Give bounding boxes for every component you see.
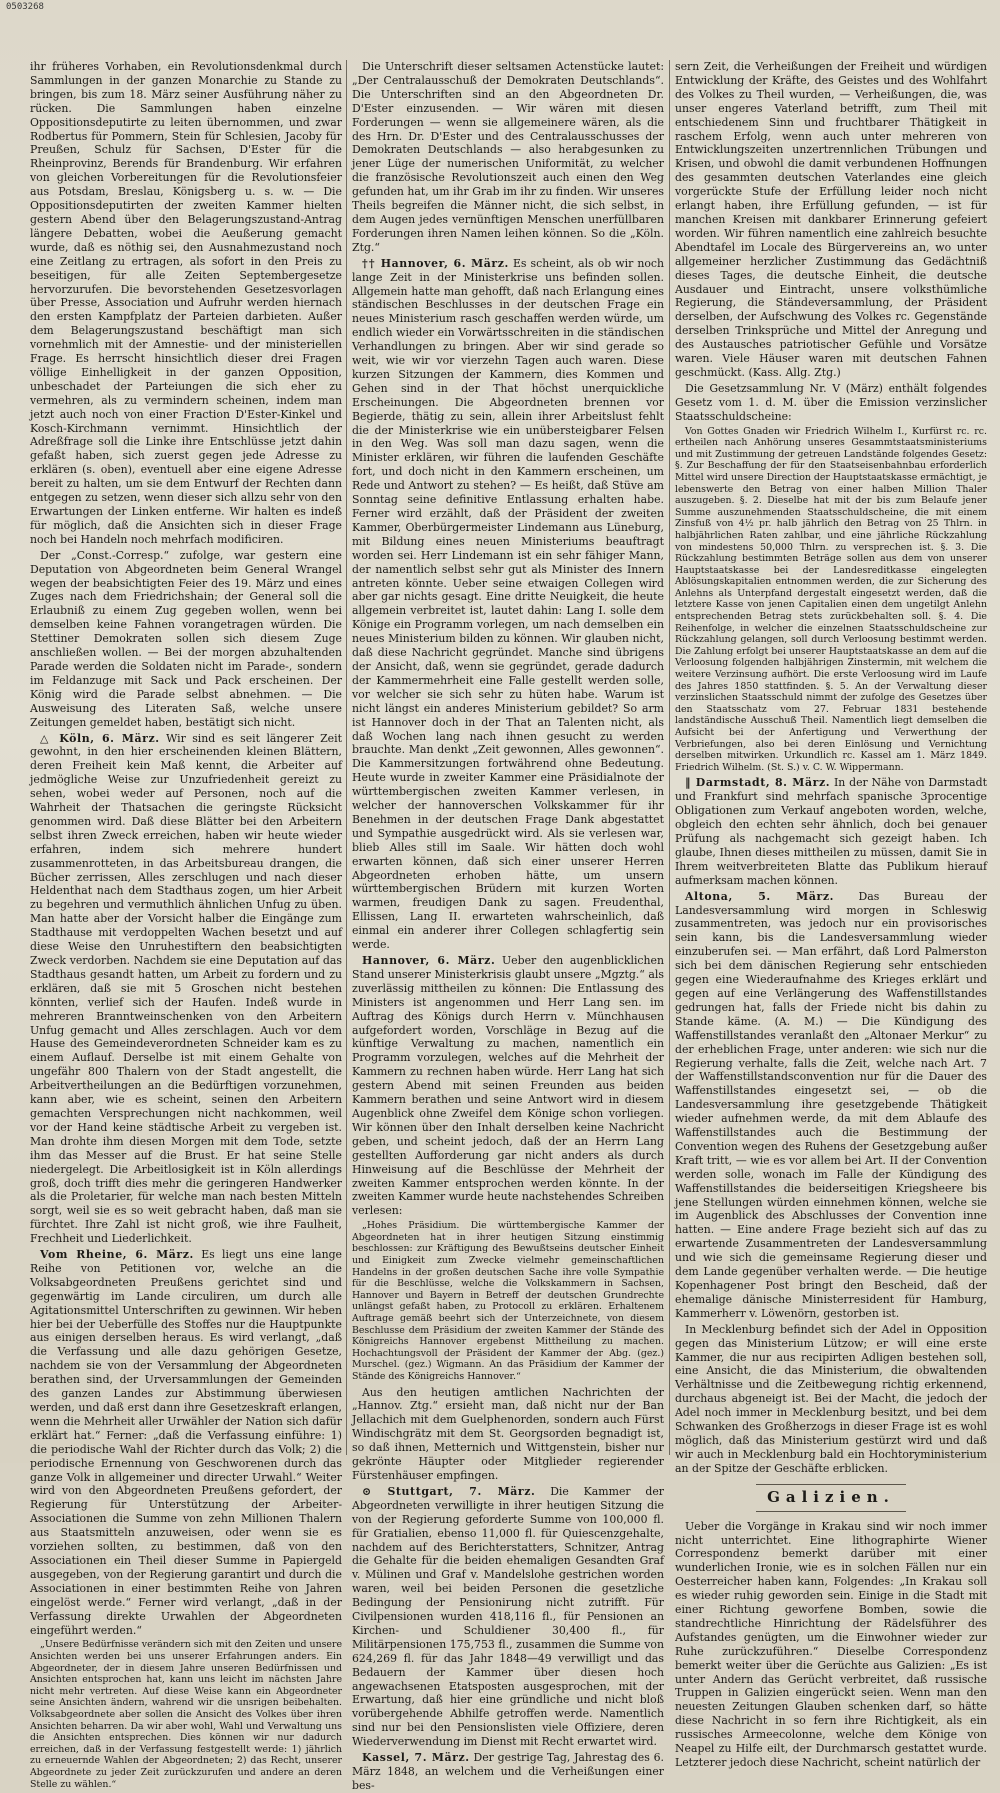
- paragraph-text: „Unsere Bedürfnisse verändern sich mit den Zeiten und unsere Ansichten werden bei uns unserer Erfahrungen anders. Ein Abgeordneter, der in diesem Jahre unseren Bedürfnissen und Ansichten entsprochen hat, kann uns leicht im nächsten Jahre nicht mehr vertreten. Auf diese Weise kann ein Abgeordneter seine Ansichten ändern, wahrend wir die unsrigen beibehalten. Volksabgeordnete aber sollen die Ansicht des Volkes über ihren Ansichten beharren. Da wir aber wohl, Wahl und Verwaltung uns die Ansichten entsprechen. Dies können wir nur dadurch erreichen, daß in der Verfassung festgestellt werde: 1) jährlich zu erneuernde Wahlen der Abgeordneten; 2) das Recht, unserer Abgeordnete zu jeder Zeit zurückzurufen und andere an deren Stelle zu wählen.“: [30, 1639, 342, 1790]
- dateline: ‖ Darmstadt, 8. März.: [685, 776, 831, 790]
- paragraph-text: Ueber die Vorgänge in Krakau sind wir noch immer nicht unterrichtet. Eine lithographirte Wiener Correspondenz bemerkt darüber mit einer wunderlichen Ironie, wie es in solchen Fällen nur ein Oesterreicher haben kann, Folgendes: „In Krakau soll es wieder ruhig geworden sein. Einige in die Stadt mit einer Richtung geworfene Bomben, sowie die standrechtliche Hinrichtung der Rädelsführer des Aufstandes genügten, um die Einwohner wieder zur Ruhe zurückzuführen.“ Dieselbe Correspondenz bemerkt weiter über die Gerüchte aus Galizien: „Es ist unter Andern das Gerücht verbreitet, daß russische Truppen in Galizien eingerückt seien. Wenn man den neuesten Zeitungen Glauben schenken darf, so hätte diese Nachricht in so fern ihre Richtigkeit, als ein russisches Armeecolonne, welche dem Könige von Neapel zu Hilfe eilt, der Durchmarsch gestattet wurde. Letzterer jedoch diese Nachricht, scheint natürlich der: [675, 1519, 987, 1769]
- dateline: Vom Rheine, 6. März.: [40, 1248, 194, 1262]
- column-3: [675, 60, 987, 1769]
- paragraph-text: Wir sind es seit längerer Zeit gewohnt, in den hier erscheinenden kleinen Blättern, deren Freiheit kein Maß kennt, die Arbeiter auf jedmögliche Weise zur Unzufriedenheit gereizt zu sehen, wobei weder auf Personen, noch auf die Wahrheit der Thatsachen die geringste Rücksicht genommen wird. Daß diese Blätter bei den Arbeitern selbst ihren Zweck erreichen, haben wir heute wieder erfahren, indem sich mehrere hundert zusammenrotteten, in das Arbeitsbureau drangen, die Bücher zerrissen, Alles zerschlugen und nach dieser Heldenthat nach dem Stadthaus zogen, um hier Arbeit zu begehren und vermuthlich ähnlichen Unfug zu üben. Man hatte aber der Vorsicht halber die Eingänge zum Stadthause mit verdoppelten Wachen besetzt und auf diese Weise den Unruhestiftern den beabsichtigten Zweck verdorben. Nachdem sie eine Deputation auf das Stadthaus gesandt hatten, um Arbeit zu fordern und zu erklären, daß sie mit 5 Groschen nicht bestehen könnten, verlief sich der Haufen. Indeß wurde in mehreren Branntweinschenken von den Arbeitern Unfug gemacht und Alles zerschlagen. Auch vor dem Hause des Gemeindeverordneten Schneider kam es zu einem Auflauf. Derselbe ist mit einem Gehalte von ungefähr 800 Thalern von der Stadt angestellt, die Arbeitvertheilungen an die Bedürftigen vorzunehmen, kann aber, wie es scheint, seinen den Arbeitern gemachten Versprechungen nicht nachkommen, weil vor der Hand keine städtische Arbeit zu vergeben ist. Man drohte ihm diesen Morgen mit dem Tode, setzte ihm das Messer auf die Brust. Er hat seine Stelle niedergelegt. Die Arbeitlosigkeit ist in Köln allerdings groß, doch trifft dies mehr die geringeren Handwerker als die Proletarier, für welche man nach besten Mitteln sorgt, weil sie es so weit gebracht haben, daß man sie fürchtet. Ihre Zahl ist nicht groß, wie ihre Faulheit, Frechheit und Liederlichkeit.: [30, 731, 342, 1246]
- paragraph-text: Der gestrige Tag, Jahrestag des 6. März 1848, an welchem und die Verheißungen einer bes-: [352, 1751, 664, 1792]
- paragraph-text: Das Bureau der Landesversammlung wird morgen in Schleswig zusammentreten, was jedoch nur ein provisorisches sein kann, bis die Landesversammlung wieder einzuberufen sei. — Man erfährt, daß Lord Palmerston sich bei dem dänischen Regierung sehr entschieden gegen eine Wiederaufnahme des Krieges erklärt und gegen auf eine Verlängerung des Waffenstillstandes gedrungen hat, falls der Friede nicht bis dahin zu Stande käme. (A. M.) — Die Kündigung des Waffenstillstandes veranlaßt den „Altonaer Merkur“ zu der erheblichen Frage, unter anderen: wie sich nur die Regierung verhalte, falls die Zeit, welche nach Art. 7 der Waffenstillstandsconvention nur für die Dauer des Waffenstillstandes eingesetzt sei, — ob die Landesversammlung ihre gesetzgebende Thätigkeit wieder aufnehmen werde, da mit dem Ablaufe des Waffenstillstandes auch die Bestimmung der Convention wegen des Ruhens der Gesetzgebung außer Kraft tritt, — wie es vor allem bei Art. II der Convention werden solle, wonach im Falle der Kündigung des Waffenstillstandes die beiderseitigen Kriegsheere bis jene Stellungen würden einnehmen können, welche sie im Augenblick des Abschlusses der Convention inne hatten. — Eine andere Frage bezieht sich auf das zu erwartende Zusammentreten der Landesversammlung und wie sich die gemeinsame Regierung dieser und dem Lande gegenüber verhalten werde. — Die heutige Kopenhagener Post bringt den Bescheid, daß der ehemalige dänische Ministerresident für Hamburg, Kammerherr v. Löwenörn, gestorben ist.: [675, 889, 987, 1320]
- section-rule: [756, 1484, 906, 1485]
- paragraph-text: Es scheint, als ob wir noch lange Zeit in der Ministerkrise uns befinden sollen. Allgemein hatte man gehofft, daß nach Erlangung eines ständischen Beschlusses in der deutschen Frage ein neues Ministerium rasch geschaffen werden würde, um endlich wieder ein Vorwärtsschreiten in die ständischen Verhandlungen zu bringen. Aber wir sind gerade so weit, wie wir vor vierzehn Tagen auch waren. Diese kurzen Sitzungen der Kammern, dies Kommen und Gehen sind in der That höchst unerquickliche Erscheinungen. Die Abgeordneten brennen vor Begierde, thätig zu sein, allein ihrer Arbeitslust fehlt die der Ministerkrise wie ein unübersteigbarer Felsen in den Weg. Was soll man dazu sagen, wenn die Minister erklären, wir führen die laufenden Geschäfte fort, und doch nicht in den Kammern erscheinen, um Rede und Antwort zu stehen? — Es heißt, daß Stüve am Sonntag seine definitive Entlassung erhalten habe. Ferner wird erzählt, daß der Präsident der zweiten Kammer, Oberbürgermeister Lindemann aus Lüneburg, mit Bildung eines neuen Ministeriums beauftragt worden sei. Herr Lindemann ist ein sehr fähiger Mann, der namentlich selbst sehr gut als Minister des Innern antreten könnte. Ueber seine etwaigen Collegen wird aber gar nichts gesagt. Eine dritte Neuigkeit, die heute allgemein verbreitet ist, lautet dahin: Lang I. solle dem Könige ein Programm vorlegen, um nach demselben ein neues Ministerium bilden zu können. Wir glauben nicht, daß diese Nachricht gegründet. Manche sind übrigens der Ansicht, daß, wenn sie gegründet, gerade dadurch der Kammermehrheit eine Falle gestellt werden solle, vor welcher sie sich sehr zu hüten habe. Warum ist nicht längst ein anderes Ministerium gebildet? So arm ist Hannover doch in der That an Talenten nicht, als daß Wochen lang nach ihnen gesucht zu werden brauchte. Man denkt „Zeit gewonnen, Alles gewonnen“. Die Kammersitzungen fortwährend ohne Bedeutung. Heute wurde in zweiter Kammer eine Präsidialnote der württembergischen zweiten Kammer verlesen, in welcher der hannoverschen Volkskammer für ihr Benehmen in der deutschen Frage Dank abgestattet und Sympathie ausgedrückt wird. Als sie verlesen war, blieb Alles still im Saale. Wir hätten doch wohl erwarten können, daß sich einer unserer Herren Abgeordneten erhoben hätte, um unsern württembergischen Brüdern mit kurzen Worten warmen, freudigen Dank zu sagen. Freudenthal, Ellissen, Lang II. erwarteten wahrscheinlich, daß einmal ein anderer ihrer Collegen schlagfertig sein werde.: [352, 256, 664, 952]
- column-rule: [346, 60, 347, 1455]
- paragraph-text: Aus den heutigen amtlichen Nachrichten der „Hannov. Ztg.“ ersieht man, daß nicht nur der Ban Jellachich mit dem Guelphenorden, sondern auch Fürst Windischgrätz mit dem St. Georgsorden begnadigt ist, so daß ihnen, Metternich und Wittgenstein, bisher nur gekrönte Häupter oder Mitglieder regierender Fürstenhäuser empfingen.: [352, 1385, 664, 1482]
- column-1: [30, 60, 343, 1790]
- paragraph-text: In der Nähe von Darmstadt und Frankfurt sind mehrfach spanische 3procentige Obligationen zum Verkauf angeboten worden, welche, obgleich den echten sehr ähnlich, doch bei genauer Prüfung als nachgemacht sich gezeigt haben. Ich glaube, Ihnen dieses mittheilen zu müssen, damit Sie in Ihrem weitverbreiteten Blatte das Publikum hierauf aufmerksam machen können.: [675, 776, 987, 887]
- paragraph-text: Ueber den augenblicklichen Stand unserer Ministerkrisis glaubt unsere „Mgztg.“ als zuverlässig mittheilen zu können: Die Entlassung des Ministers ist angenommen und Herr Lang sen. im Auftrag des Königs durch Herrn v. Münchhausen aufgefordert worden, Vorschläge in Bezug auf die künftige Verwaltung zu machen, namentlich ein Programm vorzulegen, welches auf die Mehrheit der Kammern zu rechnen haben würde. Herr Lang hat sich gestern Abend mit seinen Freunden aus beiden Kammern berathen und seine Antwort wird in diesem Augenblick ohne Zweifel dem Könige schon vorliegen. Wir können über den Inhalt derselben keine Nachricht geben, und scheint jedoch, daß der an Herrn Lang gestellten Aufforderung gar nicht anders als durch Hinweisung auf die Beschlüsse der Mehrheit der zweiten Kammer entsprochen werden könnte. In der zweiten Kammer wurde heute nachstehendes Schreiben verlesen:: [352, 954, 664, 1218]
- dateline: Altona, 5. März.: [685, 889, 835, 903]
- article-paragraph: [352, 1386, 664, 1483]
- paragraph-text: ihr früheres Vorhaben, ein Revolutionsdenkmal durch Sammlungen in der ganzen Monarchie zu Stande zu bringen, bis zum 18. März seiner Ausführung näher zu rücken. Die Sammlungen haben einzelne Oppositionsdeputirte zu leiten übernommen, und zwar Rodbertus für Pommern, Stein für Schlesien, Jacoby für Preußen, Schulz für Sachsen, D'Ester für die Rheinprovinz, Berends für Brandenburg. Wir erfahren von gleichen Vorbereitungen für die Revolutionsfeier aus Potsdam, Breslau, Königsberg u. s. w. — Die Oppositionsdeputirten der zweiten Kammer hielten gestern Abend über den Belagerungszustand-Antrag längere Debatten, wobei die Aeußerung gemacht wurde, daß es nöthig sei, den Ausnahmezustand noch eine Zeitlang zu ertragen, als sofort in den Preis zu beseitigen, für alle Zeiten Septembergesetze hervorzurufen. Die bevorstehenden Gesetzesvorlagen über Presse, Association und Aufruhr werden hiernach den ersten Kampfplatz der Parteien darbieten. Außer dem Belagerungszustand beschäftigt man sich vornehmlich mit der Amnestie- und der ministeriellen Frage. Es herrscht hinsichtlich dieser drei Fragen völlige Einhelligkeit in der ganzen Opposition, unbeschadet der Parteiungen die sich eher zu vermehren, als zu vermindern scheinen, indem man jetzt auch noch von einer Fraction D'Ester-Kinkel und Kosch-Kirchmann vernimmt. Hinsichtlich der Adreßfrage soll die Linke ihre Entschlüsse jetzt dahin gefaßt haben, sich zuerst gegen jede Adresse zu erklären (s. oben), eventuell aber eine eigene Adresse bereit zu halten, um sie dem Entwurf der Rechten dann entgegen zu setzen, wenn dieser sich allzu sehr von den Erwartungen der Linken entferne. Wir halten es indeß für möglich, daß die Ansichten sich in dieser Frage noch bei Handeln noch mehrfach modificiren.: [30, 60, 342, 546]
- paragraph-text: Von Gottes Gnaden wir Friedrich Wilhelm I., Kurfürst rc. rc. ertheilen nach Anhörung unseres Gesammtstaatsministeriums und mit Zustimmung der getreuen Landstände folgendes Gesetz: §. Zur Beschaffung der für den Staatseisenbahnbau erforderlich Mittel wird unsere Direction der Hauptstaatskasse ermächtigt, je lebenswerte den Betrag von einer halben Million Thaler auszugeben. §. 2. Dieselbe hat mit der bis zum Belaufe jener Summe auszunehmenden Staatsschuldscheine, die mit einem Zinsfuß von 4½ pr. halb jährlich den Betrag von 25 Thlrn. in halbjährlichen Raten zahlbar, und eine jährliche Rückzahlung von mindestens 50,000 Thlrn. zu versprechen ist. §. 3. Die Rückzahlung bestimmten Beträge sollen aus dem von unserer Hauptstaatskasse bei der Landesreditkasse eingelegten Ablösungskapitalien entnommen werden, die zur Sicherung des Anlehns als Unterpfand dergestalt eingesetzt werden, daß die letztere Kasse von jenen Capitalien einen dem ungetilgt Anlehn entsprechenden Betrag stets zurückbehalten soll. §. 4. Die Reihenfolge, in welcher die einzelnen Staatsschuldscheine zur Rückzahlung gelangen, soll durch Verloosung bestimmt werden. Die Zahlung erfolgt bei unserer Hauptstaatskasse an dem auf die Verloosung folgenden halbjährigen Zinstermin, mit welchem die weitere Verzinsung aufhört. Die erste Verloosung wird im Laufe des Jahres 1850 stattfinden. §. 5. An der Verwaltung dieser verzinslichen Staatsschuld nimmt der zufolge des Gesetzes über den Staatsschatz vom 27. Februar 1831 bestehende landständische Ausschuß Theil. Namentlich liegt demselben die Aufsicht bei der Anfertigung und Verwerthung der Verbriefungen, also bei deren Einlösung und Vernichtung derselben mitwirken. Urkundlich rc. Kassel am 1. März 1849. Friedrich Wilhelm. (St. S.) v. C. W. Wippermann.: [675, 425, 987, 773]
- paragraph-text: Die Unterschrift dieser seltsamen Actenstücke lautet: „Der Centralausschuß der Demokraten Deutschlands“. Die Unterschriften sind an den Abgeordneten Dr. D'Ester einzusenden. — Wir wären mit diesen Forderungen — wenn sie allgemeinere wären, als die des Hrn. Dr. D'Ester und des Centralausschusses der Demokraten Deutschlands — also herabgesunken zu jener Lüge der numerischen Uniformität, zu welcher die französische Revolutionszeit auch einen den Weg gefunden hat, um ihr Grab im ihr zu finden. Wir unseres Theils begreifen die Männer nicht, die sich selbst, in dem Augen jedes vernünftigen Menschen unerfüllbaren Forderungen ihren Namen leihen können. So die „Köln. Ztg.“: [352, 60, 664, 254]
- paragraph-text: sern Zeit, die Verheißungen der Freiheit und würdigen Entwicklung der Kräfte, des Geistes und des Wohlfahrt des Volkes zu Theil wurden, — Verheißungen, die, was unser engeres Vaterland betrifft, zum Theil mit entschiedenem Sinn und fruchtbarer Thätigkeit in raschem Erfolg, wenn auch unter mehreren von Entwicklungszeiten unzertrennlichen Trübungen und Krisen, und obwohl die damit verbundenen Hoffnungen des gesammten deutschen Vaterlandes eine gleich vorgerückte Stufe der Erfüllung leider noch nicht erlangt haben, ihre Erfüllung gefunden, — ist für manchen Kreisen mit dankbarer Erinnerung gefeiert worden. Wir führen namentlich eine zahlreich besuchte Abendtafel im Locale des Bürgervereins an, wo unter allgemeiner herzlicher Zustimmung das Gedächtniß dieses Tages, die deutsche Einheit, die deutsche Ausdauer und Eintracht, unsere volksthümliche Regierung, die Ständeversammlung, der Präsident derselben, der Aufschwung des Volkes rc. Gegenstände derselben Trinksprüche und Mittel der Anregung und des Austausches patriotischer Gefühle und Vorsätze waren. Viele Häuser waren mit deutschen Fahnen geschmückt. (Kass. Allg. Ztg.): [675, 60, 987, 379]
- paragraph-text: In Mecklenburg befindet sich der Adel in Opposition gegen das Ministerium Lützow; er will eine erste Kammer, die nur aus recipirten Adligen bestehen soll, eine Ansicht, die das Ministerium, die obwaltenden Verhältnisse und die Zeitbewegung richtig erkennend, durchaus abgeneigt ist. Bei der Macht, die jedoch der Adel noch immer in Mecklenburg besitzt, und bei dem Schwanken des Großherzogs in dieser Frage ist es wohl möglich, daß das Ministerium gestürzt wird und daß wir auch in Mecklenburg bald ein Hochtoryministerium an der Spitze der Geschäfte erblicken.: [675, 1322, 987, 1475]
- paragraph-text: Die Gesetzsammlung Nr. V (März) enthält folgendes Gesetz vom 1. d. M. über die Emission verzinslicher Staatsschuldscheine:: [675, 381, 987, 423]
- dateline-paragraph: [30, 1248, 342, 1637]
- dateline-paragraph: [352, 954, 664, 1218]
- section-heading: Galizien.: [767, 1487, 895, 1506]
- dateline: Kassel, 7. März.: [362, 1751, 470, 1765]
- dateline-paragraph: [352, 1485, 664, 1749]
- article-paragraph: [30, 60, 342, 547]
- dateline-paragraph: [30, 732, 342, 1247]
- dateline-paragraph: [352, 257, 664, 952]
- column-rule: [669, 60, 670, 1455]
- paragraph-text: Die Kammer der Abgeordneten verwilligte in ihrer heutigen Sitzung die von der Regierung geforderte Summe von 100,000 fl. für Gratialien, ebenso 11,000 fl. für Quiescenzgehalte, nachdem auf des Berichterstatters, Schnitzer, Antrag die Gehalte für die beiden ehemaligen Gesandten Graf v. Mülinen und Graf v. Mandelslohe gestrichen worden waren, weil bei beiden Personen die gesetzliche Bedingung der Pensionirung nicht zutrifft. Für Civilpensionen wurden 418,116 fl., für Pensionen an Kirchen- und Schuldiener 30,400 fl., für Militärpensionen 175,753 fl., zusammen die Summe von 624,269 fl. für das Jahr 1848—49 verwilligt und das Bedauern der Kammer über diesen hoch angewachsenen Etatsposten ausgesprochen, mit der Erwartung, daß hier eine gründliche und nicht bloß vorübergehende Abhilfe getroffen werde. Namentlich sind nur bei den Pensionslisten viele Offiziere, deren Wiederverwendung im Dienst mit Recht erwartet wird.: [352, 1484, 665, 1749]
- paragraph-text: Es liegt uns eine lange Reihe von Petitionen vor, welche an die Volksabgeordneten Preußens gerichtet sind und gegenwärtig im Lande circuliren, um durch alle Agitationsmittel Unterschriften zu gewinnen. Wir heben hier bei der Ueberfülle des Stoffes nur die Hauptpunkte aus einigen derselben heraus. Es wird verlangt, „daß die Verfassung und alle dazu gehörigen Gesetze, nachdem sie von der Versammlung der Abgeordneten berathen sind, der Urversammlungen der Gemeinden des ganzen Landes zur Abstimmung überwiesen werden, und daß erst dann ihre Gesetzeskraft erlangen, wenn die Mehrheit aller Urwähler der Nation sich dafür erklärt hat.“ Ferner: „daß die Verfassung einführe: 1) die periodische Wahl der Richter durch das Volk; 2) die periodische Ernennung von Geschworenen durch das ganze Volk in allgemeiner und directer Urwahl.“ Weiter wird von den Abgeordneten Preußens gefordert, der Regierung für Unterstützung der Arbeiter-Associationen die Summe von zehn Millionen Thalern aus Staatsmitteln anzuweisen, oder wenn sie es vorziehen sollten, zu bestimmen, daß von den Associationen ein Theil dieser Summe in Papiergeld ausgegeben, von der Regierung garantirt und durch die Associationen in einer bestimmten Reihe von Jahren eingelöst werde.“ Ferner wird verlangt, „daß in der Verfassung direkte Urwahlen der Abgeordneten eingeführt werden.“: [30, 1248, 343, 1637]
- article-paragraph: [675, 60, 987, 380]
- document-excerpt: [352, 1220, 664, 1382]
- section-rule: [756, 1511, 906, 1512]
- article-paragraph: [675, 1520, 987, 1770]
- column-2: [352, 60, 665, 1792]
- dateline: †† Hannover, 6. März.: [362, 256, 509, 270]
- article-paragraph: [675, 382, 987, 424]
- page-id: 0503268: [6, 2, 44, 12]
- article-paragraph: [352, 60, 664, 255]
- paragraph-text: „Hohes Präsidium. Die württembergische Kammer der Abgeordneten hat in ihrer heutigen Sitzung einstimmig beschlossen: zur Kräftigung des Bewußtseins deutscher Einheit und Einigkeit zum Zwecke vielmehr gemeinschaftlichen Handelns in der großen deutschen Sache ihre volle Sympathie für die Beschlüsse, welche die Volkskammern in Sachsen, Hannover und Bayern in Betreff der deutschen Grundrechte unlängst gefaßt haben, zu Protocoll zu erklären. Erhaltenem Auftrage gemäß beehrt sich der Unterzeichnete, von diesem Beschlusse dem Präsidium der zweiten Kammer der Stände des Königreichs Hannover ergebenst Mittheilung zu machen. Hochachtungsvoll der Präsident der Kammer der Abg. (gez.) Murschel. (gez.) Wigmann. An das Präsidium der Kammer der Stände des Königreichs Hannover.“: [352, 1220, 664, 1382]
- document-excerpt: [30, 1639, 342, 1790]
- dateline-paragraph: [675, 776, 987, 887]
- article-paragraph: [30, 549, 342, 730]
- dateline: △ Köln, 6. März.: [40, 731, 160, 745]
- paragraph-text: Der „Const.-Corresp.“ zufolge, war gestern eine Deputation von Abgeordneten beim General Wrangel wegen der beabsichtigten Feier des 19. März und eines Zuges nach dem Friedrichshain; der General soll die Erlaubniß zu einem Zug gegeben wollen, wenn bei demselben keine Fahnen vorangetragen würden. Die Stettiner Demokraten sollen sich diesem Zuge anschließen wollen. — Bei der morgen abzuhaltenden Parade werden die Soldaten nicht im Parade-, sondern im Feldanzuge mit Sack und Pack erscheinen. Der König wird die Parade selbst abnehmen. — Die Ausweisung des Literaten Saß, welche unsere Zeitungen gemeldet haben, bestätigt sich nicht.: [30, 548, 342, 729]
- dateline-paragraph: [675, 890, 987, 1321]
- article-paragraph: [675, 1323, 987, 1476]
- dateline-paragraph: [352, 1751, 664, 1793]
- dateline: ⊙ Stuttgart, 7. März.: [362, 1484, 536, 1498]
- document-excerpt: [675, 426, 987, 774]
- dateline: Hannover, 6. März.: [362, 954, 496, 967]
